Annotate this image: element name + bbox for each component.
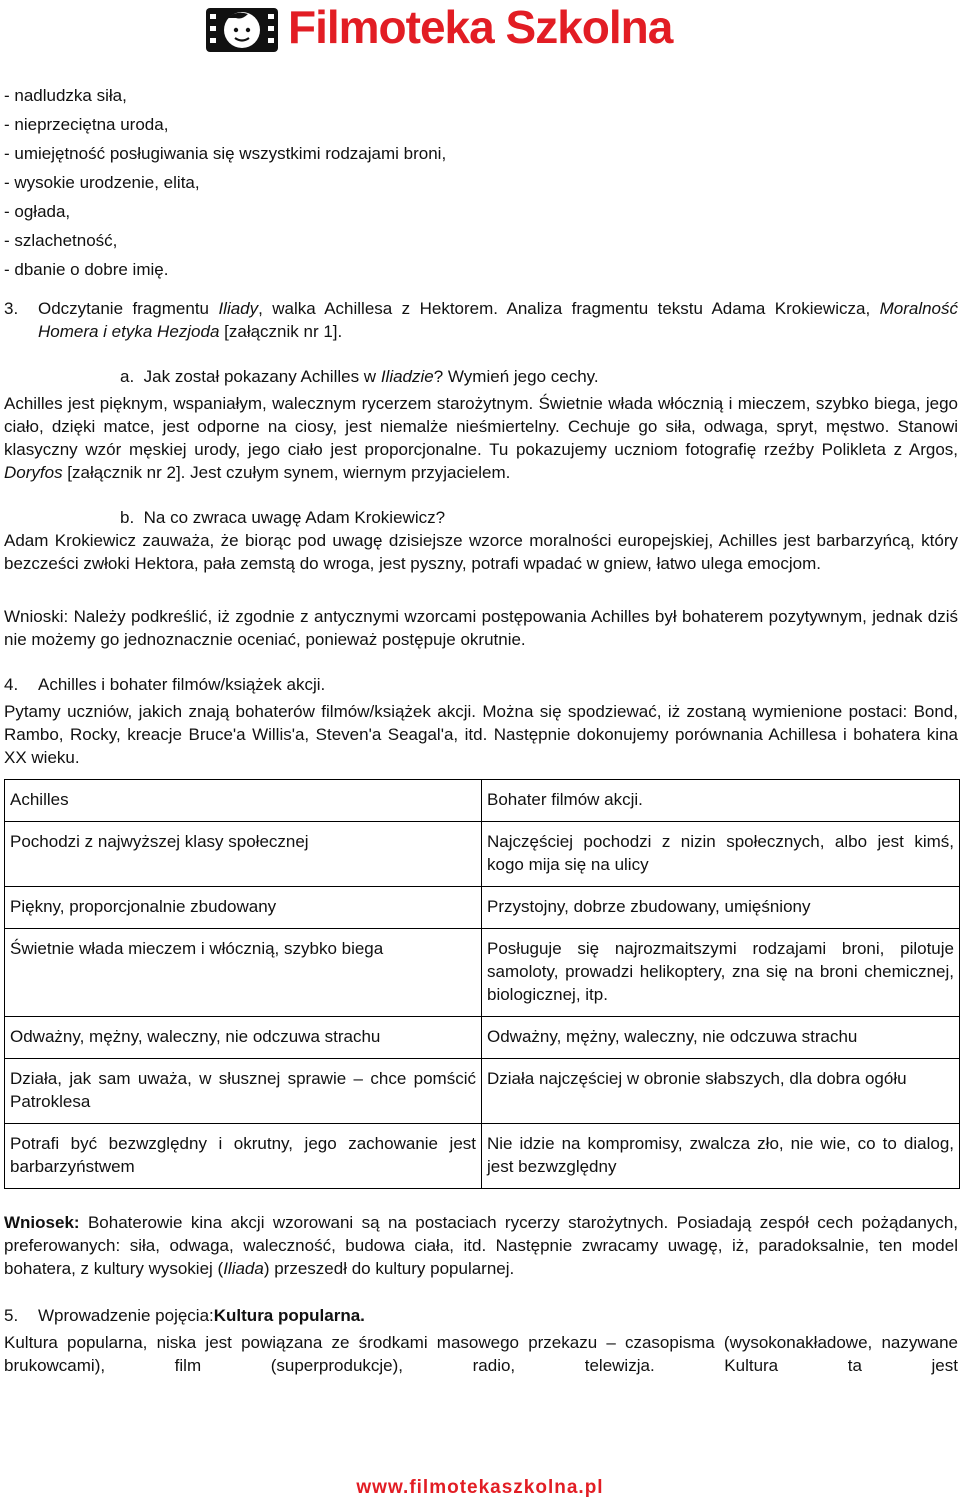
list-item: - umiejętność posługiwania się wszystkimi rodzajami broni, — [4, 144, 447, 163]
table-cell: Najczęściej pochodzi z nizin społecznych, albo jest kimś, kogo mija się na ulicy — [482, 822, 960, 887]
table-cell: Posługuje się najrozmaitszymi rodzajami broni, pilotuje samoloty, prowadzi helikoptery, zna się na broni chemicznej, biologicznej, itp. — [482, 929, 960, 1017]
film-reel-face-icon — [206, 2, 278, 56]
table-row — [5, 1059, 960, 1124]
section-3-text: Odczytanie fragmentu Iliady, walka Achillesa z Hektorem. Analiza fragmentu tekstu Adama Krokiewicza, Moralność Homera i etyka Hezjoda [załącznik nr 1]. — [38, 299, 959, 341]
table-cell: Odważny, mężny, waleczny, nie odczuwa strachu — [5, 1017, 482, 1059]
list-item: - nadludzka siła, — [4, 86, 127, 105]
table-cell: Działa najczęściej w obronie słabszych, dla dobra ogółu — [482, 1059, 960, 1124]
table-cell: Pochodzi z najwyższej klasy społecznej — [5, 822, 482, 887]
question-a: a. Jak został pokazany Achilles w Iliadzie? Wymień jego cechy. — [120, 367, 599, 386]
table-cell: Piękny, proporcjonalnie zbudowany — [5, 887, 482, 929]
summary-label: Wniosek: — [4, 1213, 80, 1232]
section-3 — [4, 297, 958, 343]
table-row — [5, 929, 960, 1017]
section-number: 3. — [4, 299, 19, 318]
list-item: - wysokie urodzenie, elita, — [4, 173, 200, 192]
column-header: Achilles — [5, 780, 482, 822]
question-label: a. — [120, 367, 135, 386]
brand-logo-text: Filmoteka Szkolna — [288, 1, 673, 53]
table-cell: Świetnie włada mieczem i włócznią, szybko biega — [5, 929, 482, 1017]
question-b: b. Na co zwraca uwagę Adam Krokiewicz? — [120, 508, 446, 527]
table-row — [5, 822, 960, 887]
table-cell: Odważny, mężny, waleczny, nie odczuwa strachu — [482, 1017, 960, 1059]
table-row — [5, 1124, 960, 1189]
table-cell: Potrafi być bezwzględny i okrutny, jego zachowanie jest barbarzyństwem — [5, 1124, 482, 1189]
conclusions-paragraph: Wnioski: Należy podkreślić, iż zgodnie z antycznymi wzorcami postępowania Achilles był bohaterem pozytywnym, jednak dziś nie możemy go jednoznacznie oceniać, ponieważ postępuje okrutnie. — [4, 607, 958, 649]
column-header: Bohater filmów akcji. — [482, 780, 960, 822]
list-item: - ogłada, — [4, 202, 71, 221]
table-row — [5, 1017, 960, 1059]
table-cell: Przystojny, dobrze zbudowany, umięśniony — [482, 887, 960, 929]
comparison-table — [4, 779, 960, 1189]
summary-paragraph: Wniosek: Bohaterowie kina akcji wzorowani są na postaciach rycerzy starożytnych. Posiadają zespół cech pożądanych, preferowanych: siła, odwaga, waleczność, budowa ciała, itd. Następnie zwracamy uwagę, iż, paradoksalnie, ten model bohatera, z kultury wysokiej (Iliada) przeszedł do kultury popularnej. — [4, 1213, 958, 1278]
section-5-text: Kultura popularna, niska jest powiązana ze środkami masowego przekazu – czasopisma (wysokonakładowe, nazywane brukowcami), film (superprodukcje), radio, telewizja. Kultura ta jest — [4, 1333, 958, 1375]
document-body — [4, 84, 958, 1377]
trait-list — [4, 84, 958, 287]
section-5-title: 5. Wprowadzenie pojęcia: Kultura popularna. — [4, 1306, 365, 1325]
section-4-title: 4. Achilles i bohater filmów/książek akcji. — [4, 675, 326, 694]
answer-a: Achilles jest pięknym, wspaniałym, walecznym rycerzem starożytnym. Świetnie włada włócznią i mieczem, szybko biega, jego ciało, dzięki matce, jest odporne na ciosy, jest niemalże nieśmiertelny. Cechuje go siła, odwaga, spryt, męstwo. Stanowi klasyczny wzór męskiej urody, jego ciało jest proporcjonalne. Tu pokazujemy uczniom fotografię rzeźby Polikleta z Argos, Doryfos [załącznik nr 2]. Jest czułym synem, wiernym przyjacielem. — [4, 394, 958, 482]
list-item: - dbanie o dobre imię. — [4, 260, 169, 279]
table-row — [5, 887, 960, 929]
section-4-text: Pytamy uczniów, jakich znają bohaterów filmów/książek akcji. Można się spodziewać, iż zostaną wymienione postaci: Bond, Rambo, Rocky, kreacje Bruce'a Willis'a, Steven'a Seagal'a, itd. Następnie dokonujemy porównania Achillesa i bohatera kina XX wieku. — [4, 702, 958, 767]
list-item: - nieprzeciętna uroda, — [4, 115, 169, 134]
table-cell: Działa, jak sam uważa, w słusznej sprawie – chce pomścić Patroklesa — [5, 1059, 482, 1124]
footer-url[interactable]: www.filmotekaszkolna.pl — [356, 1477, 604, 1498]
answer-b: Adam Krokiewicz zauważa, że biorąc pod uwagę dzisiejsze wzorce moralności europejskiej, Achilles jest barbarzyńcą, który bezcześci zwłoki Hektora, pała zemstą do wroga, jest pyszny, potrafi wpadać w gniew, łatwo ulega emocjom. — [4, 531, 958, 573]
question-label: b. — [120, 508, 135, 527]
table-cell: Nie idzie na kompromisy, zwalcza zło, nie wie, co to dialog, jest bezwzględny — [482, 1124, 960, 1189]
table-header-row — [5, 780, 960, 822]
list-item: - szlachetność, — [4, 231, 118, 250]
page-header — [206, 0, 766, 58]
